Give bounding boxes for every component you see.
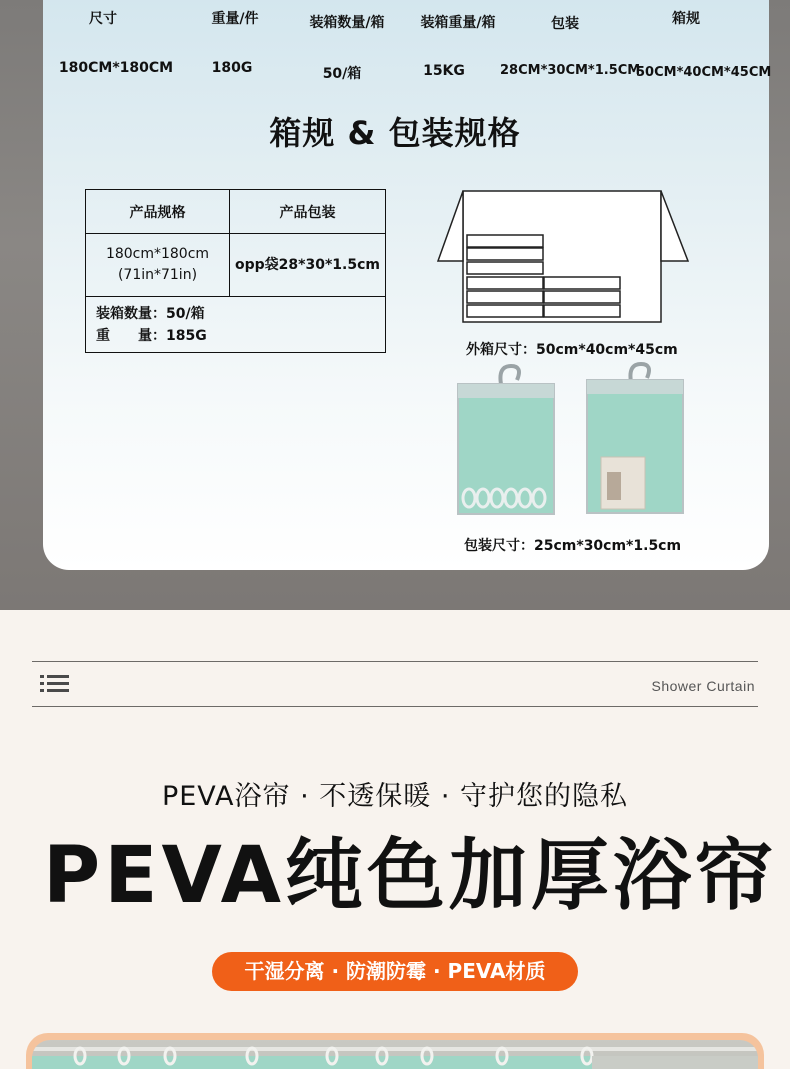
spec-value-weight: 180G bbox=[211, 60, 253, 76]
section-title: 箱规 & 包装规格 bbox=[269, 114, 521, 152]
spec-table-qty: 装箱数量：50/箱 bbox=[96, 305, 205, 322]
spec-table-size-cell bbox=[86, 234, 230, 297]
spec-header-box-size: 箱规 bbox=[672, 11, 700, 27]
main-headline: PEVA纯色加厚浴帘 bbox=[43, 831, 777, 921]
spec-header-qty: 装箱数量/箱 bbox=[309, 15, 385, 31]
spec-value-qty: 50/箱 bbox=[322, 66, 362, 82]
spec-table-size-line2: (71in*71in) bbox=[117, 267, 198, 283]
spec-table-weight: 重 量：185G bbox=[96, 327, 207, 344]
spec-header-package: 包装 bbox=[551, 16, 579, 32]
product-photo bbox=[32, 1040, 758, 1069]
divider-top-line bbox=[32, 661, 758, 662]
spec-header-box-weight: 装箱重量/箱 bbox=[420, 15, 496, 31]
spec-table-size-line1: 180cm*180cm bbox=[105, 246, 210, 262]
spec-table-footer bbox=[86, 297, 386, 353]
spec-table bbox=[85, 189, 386, 353]
spec-header-size: 尺寸 bbox=[89, 11, 117, 27]
spec-header-row bbox=[0, 8, 790, 32]
outer-carton-caption: 外箱尺寸：50cm*40cm*45cm bbox=[466, 342, 678, 358]
spec-value-box-weight: 15KG bbox=[423, 63, 465, 79]
spec-header-weight: 重量/件 bbox=[211, 11, 259, 27]
feature-pill: 干湿分离 · 防潮防霉 · PEVA材质 bbox=[212, 952, 578, 991]
spec-table-packaging: opp袋28*30*1.5cm bbox=[230, 234, 386, 297]
outer-carton-illustration bbox=[436, 188, 690, 326]
spec-table-col1-header: 产品规格 bbox=[86, 190, 230, 234]
spec-value-size: 180CM*180CM bbox=[58, 60, 174, 76]
bag-hook-icon bbox=[500, 366, 519, 384]
spec-value-package: 28CM*30CM*1.5CM bbox=[500, 63, 641, 78]
spec-value-row bbox=[0, 60, 790, 84]
list-icon bbox=[40, 674, 70, 694]
packaging-size-caption: 包装尺寸：25cm*30cm*1.5cm bbox=[464, 538, 682, 554]
section-label: Shower Curtain bbox=[651, 678, 755, 694]
sub-headline: PEVA浴帘 · 不透保暖 · 守护您的隐私 bbox=[161, 781, 629, 812]
packaged-bags-illustration bbox=[455, 362, 687, 518]
spec-value-box-size: 50CM*40CM*45CM bbox=[636, 65, 772, 80]
spec-table-col2-header: 产品包装 bbox=[230, 190, 386, 234]
divider-bottom-line bbox=[32, 706, 758, 707]
curtain-rings-illustration bbox=[32, 1040, 758, 1069]
